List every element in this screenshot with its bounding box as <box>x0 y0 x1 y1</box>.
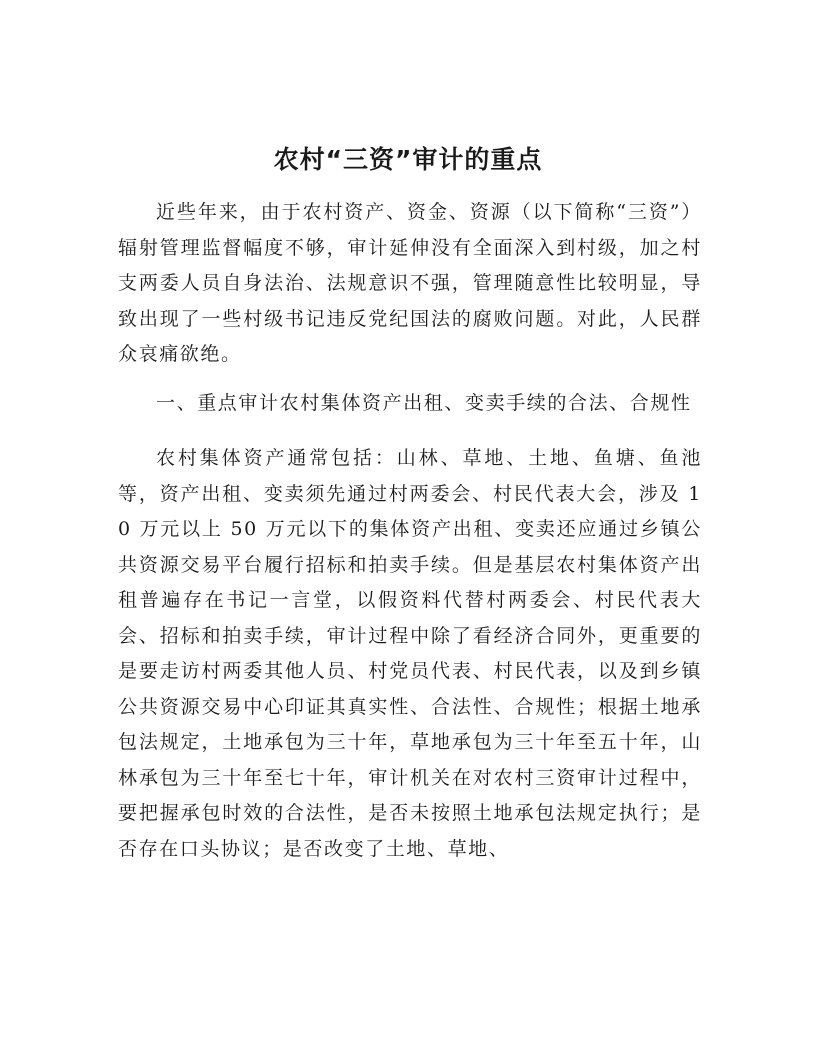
section-heading: 一、重点审计农村集体资产出租、变卖手续的合法、合规性 <box>156 391 692 414</box>
document-body <box>118 195 702 880</box>
body-paragraph: 农村集体资产通常包括：山林、草地、土地、鱼塘、鱼池等，资产出租、变卖须先通过村两委会、村民代表大会，涉及 10 万元以上 50 万元以下的集体资产出租、变卖还应通过乡镇公共资源交易平台履行招标和拍卖手续。但是基层农村集体资产出租普遍存在书记一言堂，以假资料代替村两委会、村民代表大会、招标和拍卖手续，审计过程中除了看经济合同外，更重要的是要走访村两委其他人员、村党员代表、村民代表，以及到乡镇公共资源交易中心印证其真实性、合法性、合规性；根据土地承包法规定，土地承包为三十年，草地承包为三十年至五十年，山林承包为三十年至七十年，审计机关在对农村三资审计过程中，要把握承包时效的合法性，是否未按照土地承包法规定执行；是否存在口头协议；是否改变了土地、草地、 <box>118 447 702 860</box>
page-title: 农村“三资”审计的重点 <box>273 145 543 174</box>
intro-paragraph: 近些年来，由于农村资产、资金、资源（以下简称“三资”）辐射管理监督幅度不够，审计延伸没有全面深入到村级，加之村支两委人员自身法治、法规意识不强，管理随意性比较明显，导致出现了一些村级书记违反党纪国法的腐败问题。对此，人民群众哀痛欲绝。 <box>118 201 702 365</box>
